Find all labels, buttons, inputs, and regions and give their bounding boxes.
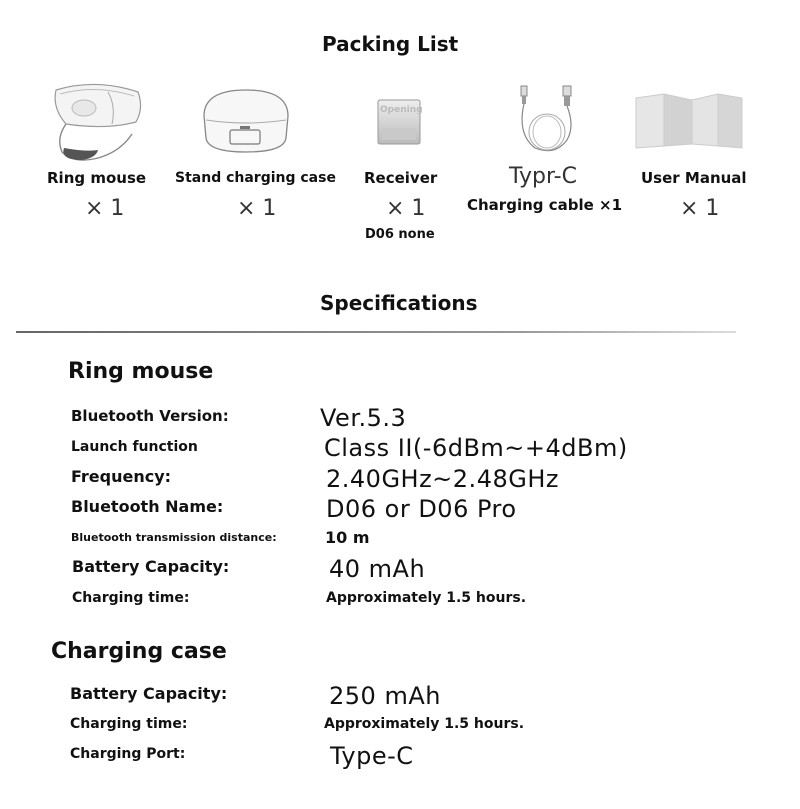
spec-value: Approximately 1.5 hours. (326, 590, 527, 606)
spec-value: 40 mAh (329, 555, 426, 583)
item-qty-charging-case: × 1 (237, 196, 277, 221)
charging-case-section-title: Charging case (51, 639, 227, 664)
ring-mouse-section-title: Ring mouse (68, 359, 214, 384)
ring-mouse-image (46, 78, 146, 164)
spec-label: Charging time: (70, 716, 188, 732)
spec-value: Class II(-6dBm~+4dBm) (324, 434, 628, 462)
spec-label: Charging Port: (70, 746, 186, 762)
usb-cable-image (515, 84, 585, 156)
cable-type-label: Typr-C (509, 164, 577, 189)
item-name-charging-cable: Charging cable ×1 (467, 196, 623, 214)
receiver-note: D06 none (365, 227, 435, 242)
spec-label: Battery Capacity: (70, 684, 228, 703)
specifications-title: Specifications (320, 291, 478, 315)
item-name-receiver: Receiver (364, 169, 438, 187)
spec-value: 250 mAh (329, 682, 441, 710)
spec-label: Launch function (71, 439, 198, 455)
spec-value: Type-C (330, 742, 414, 770)
spec-value: Ver.5.3 (320, 404, 407, 432)
spec-label: Bluetooth transmission distance: (71, 531, 277, 544)
manual-image (634, 92, 744, 150)
spec-label: Frequency: (71, 467, 172, 486)
item-qty-receiver: × 1 (386, 196, 426, 221)
spec-value: 10 m (325, 528, 370, 547)
section-divider (16, 331, 736, 333)
spec-label: Bluetooth Version: (71, 407, 229, 425)
spec-value: Approximately 1.5 hours. (324, 716, 525, 732)
receiver-image-text: Opening (380, 105, 423, 115)
item-name-user-manual: User Manual (641, 169, 747, 187)
spec-value: D06 or D06 Pro (326, 495, 517, 523)
item-name-ring-mouse: Ring mouse (47, 169, 147, 187)
spec-label: Charging time: (72, 590, 190, 606)
item-qty-ring-mouse: × 1 (85, 196, 125, 221)
spec-label: Bluetooth Name: (71, 497, 224, 516)
item-name-charging-case: Stand charging case (175, 170, 336, 186)
item-qty-user-manual: × 1 (680, 196, 720, 221)
spec-value: 2.40GHz~2.48GHz (326, 465, 559, 493)
packing-list-title: Packing List (322, 32, 459, 56)
charging-case-image (200, 86, 292, 156)
spec-label: Battery Capacity: (72, 557, 230, 576)
